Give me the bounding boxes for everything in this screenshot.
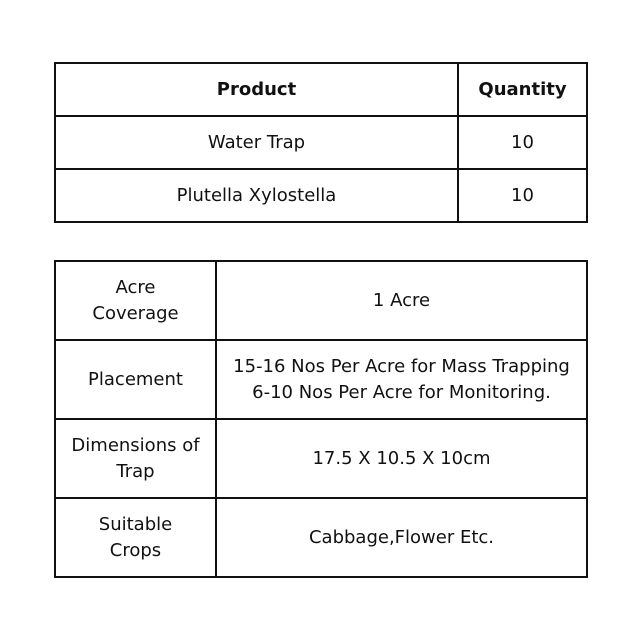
spec-label: Dimensions of Trap	[55, 419, 216, 498]
header-product: Product	[55, 63, 458, 116]
table-row	[55, 419, 587, 498]
spec-label: Acre Coverage	[55, 261, 216, 340]
table-header-row	[55, 63, 587, 116]
table-row	[55, 340, 587, 419]
product-quantity: 10	[458, 169, 587, 222]
spec-value: 15-16 Nos Per Acre for Mass Trapping 6-10 Nos Per Acre for Monitoring.	[216, 340, 587, 419]
table-row	[55, 261, 587, 340]
spec-label: Placement	[55, 340, 216, 419]
specs-table	[54, 260, 588, 578]
product-quantity: 10	[458, 116, 587, 169]
spec-value: Cabbage,Flower Etc.	[216, 498, 587, 577]
table-row	[55, 116, 587, 169]
spec-value: 1 Acre	[216, 261, 587, 340]
products-table	[54, 62, 588, 223]
spec-label: Suitable Crops	[55, 498, 216, 577]
product-name: Plutella Xylostella	[55, 169, 458, 222]
table-row	[55, 169, 587, 222]
table-row	[55, 498, 587, 577]
header-quantity: Quantity	[458, 63, 587, 116]
product-name: Water Trap	[55, 116, 458, 169]
spec-value: 17.5 X 10.5 X 10cm	[216, 419, 587, 498]
